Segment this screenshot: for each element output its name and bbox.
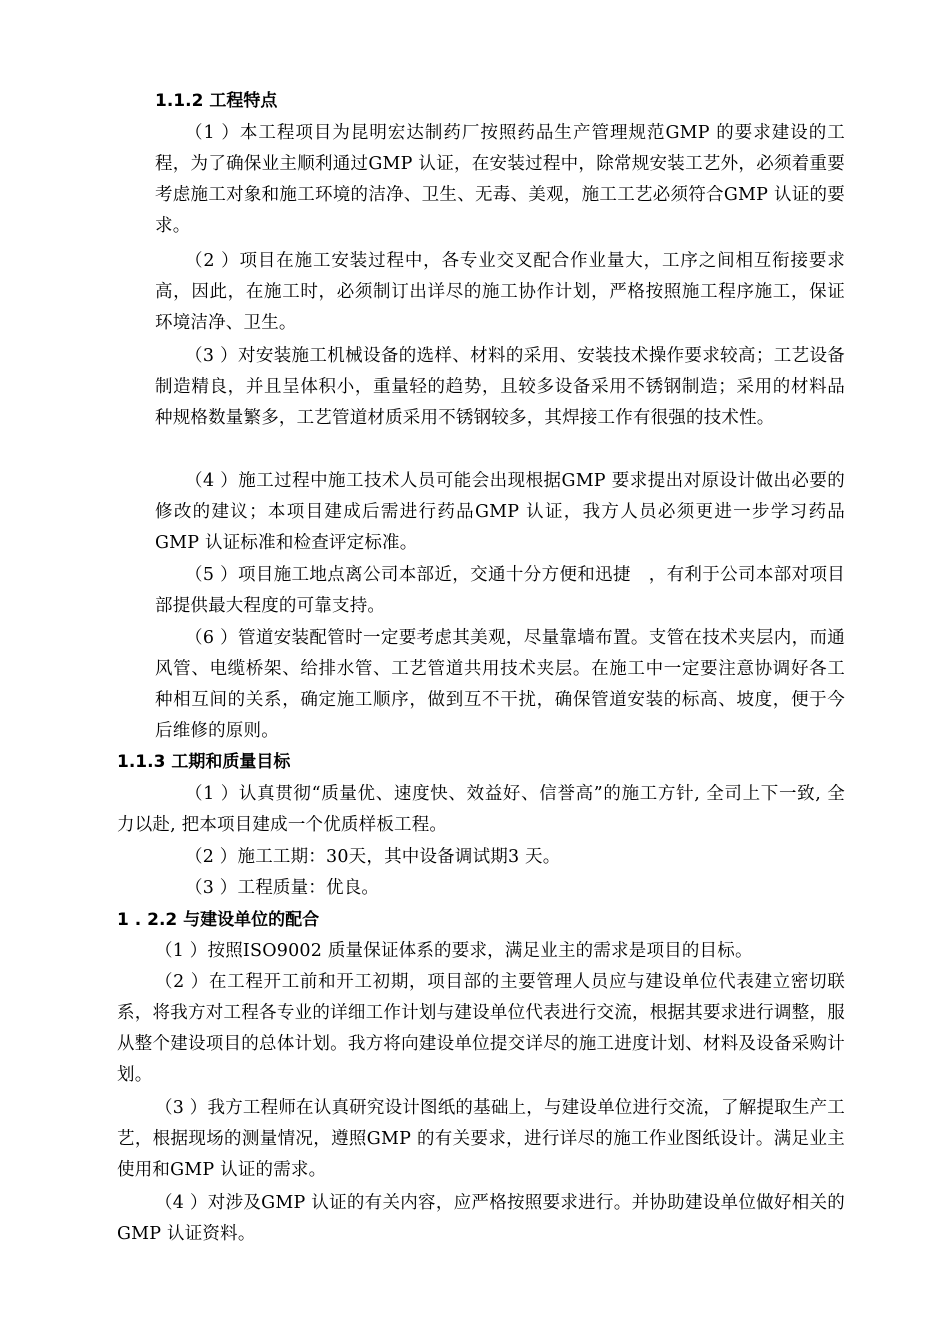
paragraph-122-3: （3 ）我方工程师在认真研究设计图纸的基础上，与建设单位进行交流，了解提取生产工艺，根据现场的测量情况，遵照GMP 的有关要求，进行详尽的施工作业图纸设计。满足业主使用和GMP 认证的需求。 (117, 1098, 845, 1180)
paragraph-112-1: （1 ）本工程项目为昆明宏达制药厂按照药品生产管理规范GMP 的要求建设的工程，为了确保业主顺利通过GMP 认证，在安装过程中，除常规安装工艺外，必须着重要考虑施工对象和施工环境的洁净、卫生、无毒、美观，施工工艺必须符合GMP 认证的要求。 (155, 123, 845, 236)
paragraph-113-1: （1 ）认真贯彻“质量优、速度快、效益好、信誉高”的施工方针, 全司上下一致, 全力以赴, 把本项目建成一个优质样板工程。 (117, 784, 845, 835)
paragraph-112-5: （5 ）项目施工地点离公司本部近，交通十分方便和迅捷 ，有利于公司本部对项目部提供最大程度的可靠支持。 (155, 565, 845, 616)
paragraph-112-6: （6 ）管道安装配管时一定要考虑其美观，尽量靠墙布置。支管在技术夹层内，而通风管、电缆桥架、给排水管、工艺管道共用技术夹层。在施工中一定要注意协调好各工种相互间的关系，确定施工顺序，做到互不干扰，确保管道安装的标高、坡度，便于今后维修的原则。 (155, 628, 845, 741)
heading-1-2-2: 1 . 2.2 与建设单位的配合 (117, 910, 320, 930)
paragraph-112-2: （2 ）项目在施工安装过程中，各专业交叉配合作业量大，工序之间相互衔接要求高，因此，在施工时，必须制订出详尽的施工协作计划，严格按照施工程序施工，保证环境洁净、卫生。 (155, 251, 845, 333)
paragraph-112-3: （3 ）对安装施工机械设备的选样、材料的采用、安装技术操作要求较高；工艺设备制造精良，并且呈体积小，重量轻的趋势，且较多设备采用不锈钢制造；采用的材料品种规格数量繁多，工艺管道材质采用不锈钢较多，其焊接工作有很强的技术性。 (155, 346, 845, 428)
paragraph-113-2: （2 ）施工工期：30天，其中设备调试期3 天。 (185, 847, 561, 867)
paragraph-122-1: （1 ）按照ISO9002 质量保证体系的要求，满足业主的需求是项目的目标。 (155, 941, 753, 961)
paragraph-112-4: （4 ）施工过程中施工技术人员可能会出现根据GMP 要求提出对原设计做出必要的修改的建议；本项目建成后需进行药品GMP 认证，我方人员必须更进一步学习药品GMP 认证标准和检查评定标准。 (155, 471, 845, 553)
heading-1-1-2: 1.1.2 工程特点 (155, 91, 278, 111)
heading-1-1-3: 1.1.3 工期和质量目标 (117, 752, 291, 772)
paragraph-113-3: （3 ）工程质量：优良。 (185, 878, 380, 898)
paragraph-122-4: （4 ）对涉及GMP 认证的有关内容，应严格按照要求进行。并协助建设单位做好相关的GMP 认证资料。 (117, 1193, 845, 1244)
paragraph-122-2: （2 ）在工程开工前和开工初期，项目部的主要管理人员应与建设单位代表建立密切联系，将我方对工程各专业的详细工作计划与建设单位代表进行交流，根据其要求进行调整，服从整个建设项目的总体计划。我方将向建设单位提交详尽的施工进度计划、材料及设备采购计划。 (117, 972, 845, 1085)
